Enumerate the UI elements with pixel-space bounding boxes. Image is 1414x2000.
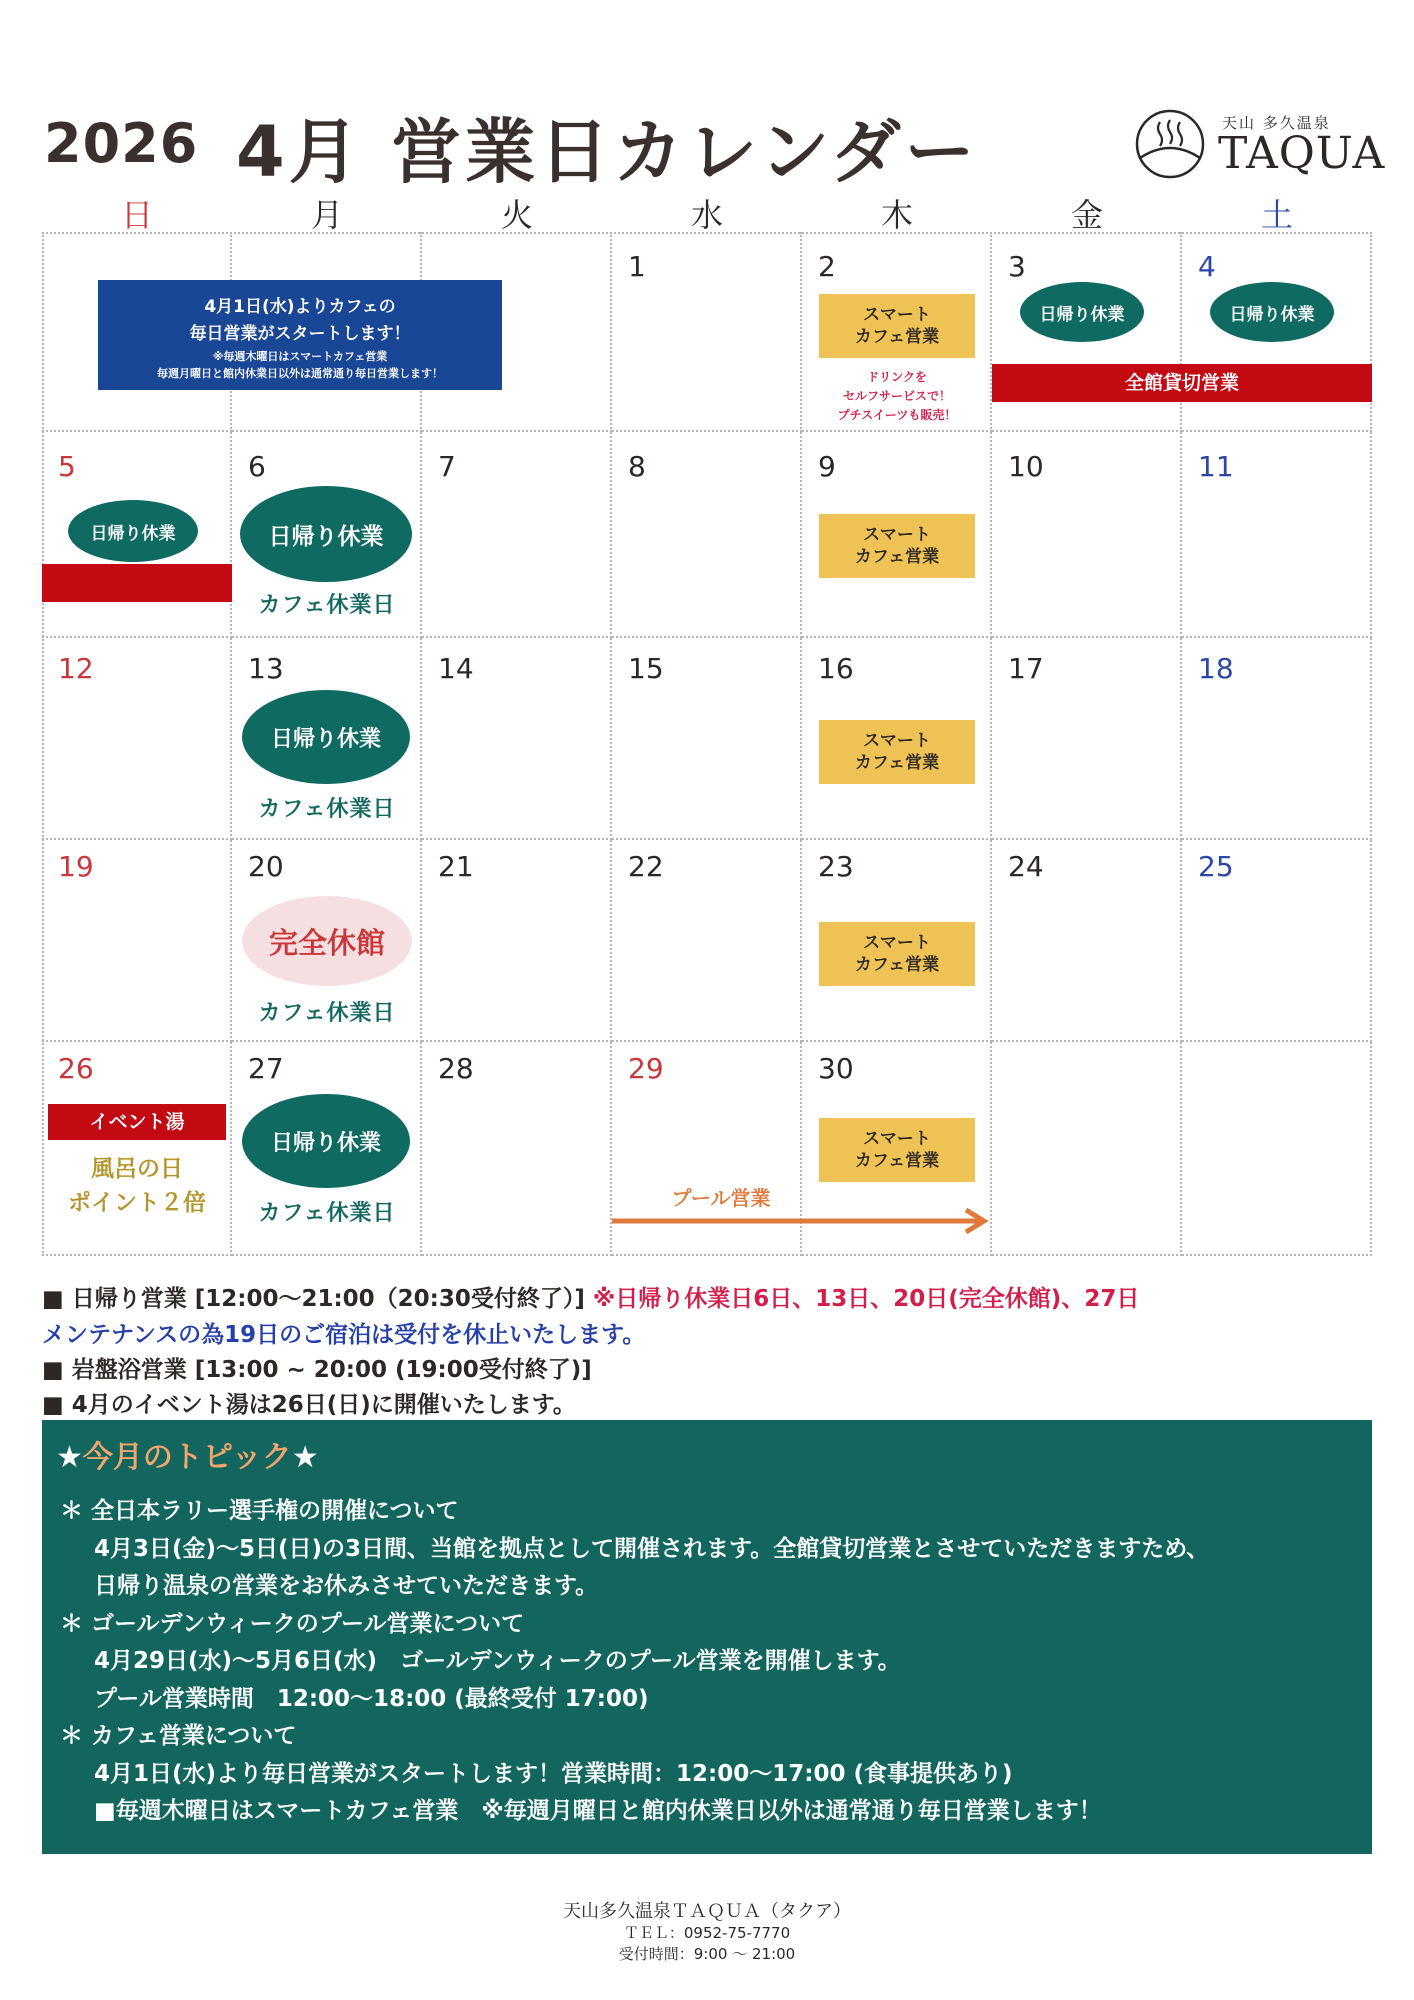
topic-line: 日帰り温泉の営業をお休みさせていただきます。 xyxy=(94,1573,599,1599)
private-booking-bar: 全館貸切営業 xyxy=(992,364,1372,402)
smart-cafe-note xyxy=(804,368,990,425)
day-number: 10 xyxy=(1008,450,1044,483)
announcement-line2: 毎日営業がスタートします！ xyxy=(189,324,411,344)
day-number: 28 xyxy=(438,1052,474,1085)
calendar-day-cell xyxy=(1182,1042,1372,1256)
day-number: 16 xyxy=(818,652,854,685)
topic-line: ＊ カフェ営業について xyxy=(60,1723,297,1749)
weekday-tue: 火 xyxy=(500,196,533,234)
smart-cafe-badge xyxy=(819,922,975,986)
star-icon: ★ xyxy=(56,1440,83,1475)
note-day-trip-text: ■ 日帰り営業 [12:00～21:00（20:30受付終了）] xyxy=(42,1286,585,1312)
onsen-logo-icon xyxy=(1134,108,1206,180)
topic-line: ■毎週木曜日はスマートカフェ営業 ※毎週月曜日と館内休業日以外は通常通り毎日営業します！ xyxy=(94,1798,1102,1824)
topic-line: プール営業時間 12:00～18:00 (最終受付 17:00) xyxy=(94,1686,649,1712)
day-number: 15 xyxy=(628,652,664,685)
furo-line2: ポイント２倍 xyxy=(68,1190,206,1216)
cafe-closed-label: カフェ休業日 xyxy=(258,797,396,822)
full-closure-badge: 完全休館 xyxy=(242,896,412,986)
day-number: 14 xyxy=(438,652,474,685)
weekday-sat: 土 xyxy=(1260,196,1293,234)
day-number: 13 xyxy=(248,652,284,685)
smart-cafe-line1: スマート xyxy=(863,305,931,325)
day-number: 6 xyxy=(248,450,266,483)
smart-note-line1: ドリンクを xyxy=(867,370,927,384)
star-icon: ★ xyxy=(291,1440,319,1475)
topics-heading: 今月のトピック xyxy=(82,1440,292,1475)
announcement-line4: 毎週月曜日と館内休業日以外は通常通り毎日営業します！ xyxy=(157,367,443,380)
day-number: 5 xyxy=(58,450,76,483)
footer-tel: ＴＥＬ：0952-75-7770 xyxy=(623,1924,791,1942)
smart-cafe-line1: スマート xyxy=(863,1129,931,1149)
topic-line: 4月1日(水)より毎日営業がスタートします！営業時間：12:00～17:00 (食事提供あり) xyxy=(94,1761,1013,1787)
day-number: 29 xyxy=(628,1052,664,1085)
note-closed-days: ※日帰り休業日6日、13日、20日(完全休館)、27日 xyxy=(592,1286,1140,1312)
smart-cafe-badge xyxy=(819,514,975,578)
smart-cafe-line1: スマート xyxy=(863,731,931,751)
calendar-day-cell xyxy=(992,1042,1182,1256)
footer-hours: 受付時間：9:00 〜 21:00 xyxy=(618,1945,796,1963)
day-number: 27 xyxy=(248,1052,284,1085)
day-number: 12 xyxy=(58,652,94,685)
cafe-closed-label: カフェ休業日 xyxy=(258,1201,396,1226)
smart-cafe-line1: スマート xyxy=(863,525,931,545)
day-closed-badge: 日帰り休業 xyxy=(1020,282,1144,342)
day-closed-badge: 日帰り休業 xyxy=(242,1094,410,1188)
announcement-line3: ※毎週木曜日はスマートカフェ営業 xyxy=(212,350,388,363)
day-number: 4 xyxy=(1198,250,1216,283)
smart-cafe-line2: カフェ営業 xyxy=(854,327,940,347)
day-number: 1 xyxy=(628,250,646,283)
private-booking-bar-continued xyxy=(42,564,232,602)
day-number: 23 xyxy=(818,850,854,883)
footer-name: 天山多久温泉ＴＡＱＵＡ（タクア） xyxy=(563,1901,851,1922)
day-number: 25 xyxy=(1198,850,1234,883)
note-day-trip-hours xyxy=(42,1280,1139,1313)
furo-no-hi-note xyxy=(42,1152,232,1220)
weekday-thu: 木 xyxy=(880,196,913,234)
day-closed-badge: 日帰り休業 xyxy=(242,690,410,784)
day-number: 30 xyxy=(818,1052,854,1085)
day-number: 8 xyxy=(628,450,646,483)
smart-note-line3: プチスイーツも販売！ xyxy=(837,408,957,422)
smart-cafe-line2: カフェ営業 xyxy=(854,753,940,773)
day-closed-badge: 日帰り休業 xyxy=(240,486,412,582)
smart-cafe-line2: カフェ営業 xyxy=(854,955,940,975)
weekday-sun: 日 xyxy=(120,196,153,234)
smart-cafe-badge xyxy=(819,1118,975,1182)
weekday-mon: 月 xyxy=(310,196,343,234)
weekday-wed: 水 xyxy=(690,196,723,234)
day-number: 26 xyxy=(58,1052,94,1085)
note-ganbanyoku-hours: ■ 岩盤浴営業 [13:00 ~ 20:00 (19:00受付終了)] xyxy=(42,1357,592,1383)
year-label: 2026 xyxy=(44,112,199,175)
day-number: 17 xyxy=(1008,652,1044,685)
furo-line1: 風呂の日 xyxy=(91,1156,183,1182)
day-number: 24 xyxy=(1008,850,1044,883)
smart-cafe-badge xyxy=(819,294,975,358)
note-maintenance: メンテナンスの為19日のご宿泊は受付を休止いたします。 xyxy=(42,1322,646,1348)
day-number: 18 xyxy=(1198,652,1234,685)
cafe-closed-label: カフェ休業日 xyxy=(258,593,396,618)
day-number: 19 xyxy=(58,850,94,883)
cafe-announcement-box xyxy=(98,280,502,390)
smart-cafe-line2: カフェ営業 xyxy=(854,547,940,567)
topic-line: 4月29日(水)～5月6日(水) ゴールデンウィークのプール営業を開催します。 xyxy=(94,1648,901,1674)
topic-line: ＊ 全日本ラリー選手権の開催について xyxy=(60,1498,459,1524)
day-number: 9 xyxy=(818,450,836,483)
day-closed-badge: 日帰り休業 xyxy=(1210,282,1334,342)
logo-subtitle: 天山 多久温泉 xyxy=(1222,114,1331,132)
page-title: 4月 営業日カレンダー xyxy=(236,111,979,193)
logo-wordmark: TAQUA xyxy=(1218,128,1386,179)
smart-cafe-badge xyxy=(819,720,975,784)
topic-line: 4月3日(金)～5日(日)の3日間、当館を拠点として開催されます。全館貸切営業とさせていただきますため、 xyxy=(94,1536,1210,1562)
taqua-logo xyxy=(1134,106,1384,186)
day-number: 7 xyxy=(438,450,456,483)
weekday-fri: 金 xyxy=(1070,196,1103,234)
event-bath-bar: イベント湯 xyxy=(48,1104,226,1140)
day-number: 21 xyxy=(438,850,474,883)
smart-note-line2: セルフサービスで！ xyxy=(842,389,951,403)
day-number: 20 xyxy=(248,850,284,883)
note-event-bath: ■ 4月のイベント湯は26日(日)に開催いたします。 xyxy=(42,1392,576,1418)
pool-period-arrow-icon xyxy=(610,1208,994,1234)
day-closed-badge: 日帰り休業 xyxy=(68,500,198,562)
topics-box xyxy=(42,1420,1372,1854)
calendar-grid xyxy=(42,232,1372,1256)
pool-label: プール営業 xyxy=(671,1186,771,1210)
day-number: 11 xyxy=(1198,450,1234,483)
topics-title xyxy=(56,1432,319,1476)
day-number: 22 xyxy=(628,850,664,883)
day-number: 3 xyxy=(1008,250,1026,283)
day-number: 2 xyxy=(818,250,836,283)
cafe-closed-label: カフェ休業日 xyxy=(258,1001,396,1026)
announcement-line1: 4月1日(水)よりカフェの xyxy=(204,297,396,317)
smart-cafe-line1: スマート xyxy=(863,933,931,953)
smart-cafe-line2: カフェ営業 xyxy=(854,1151,940,1171)
topic-line: ＊ ゴールデンウィークのプール営業について xyxy=(60,1611,525,1637)
